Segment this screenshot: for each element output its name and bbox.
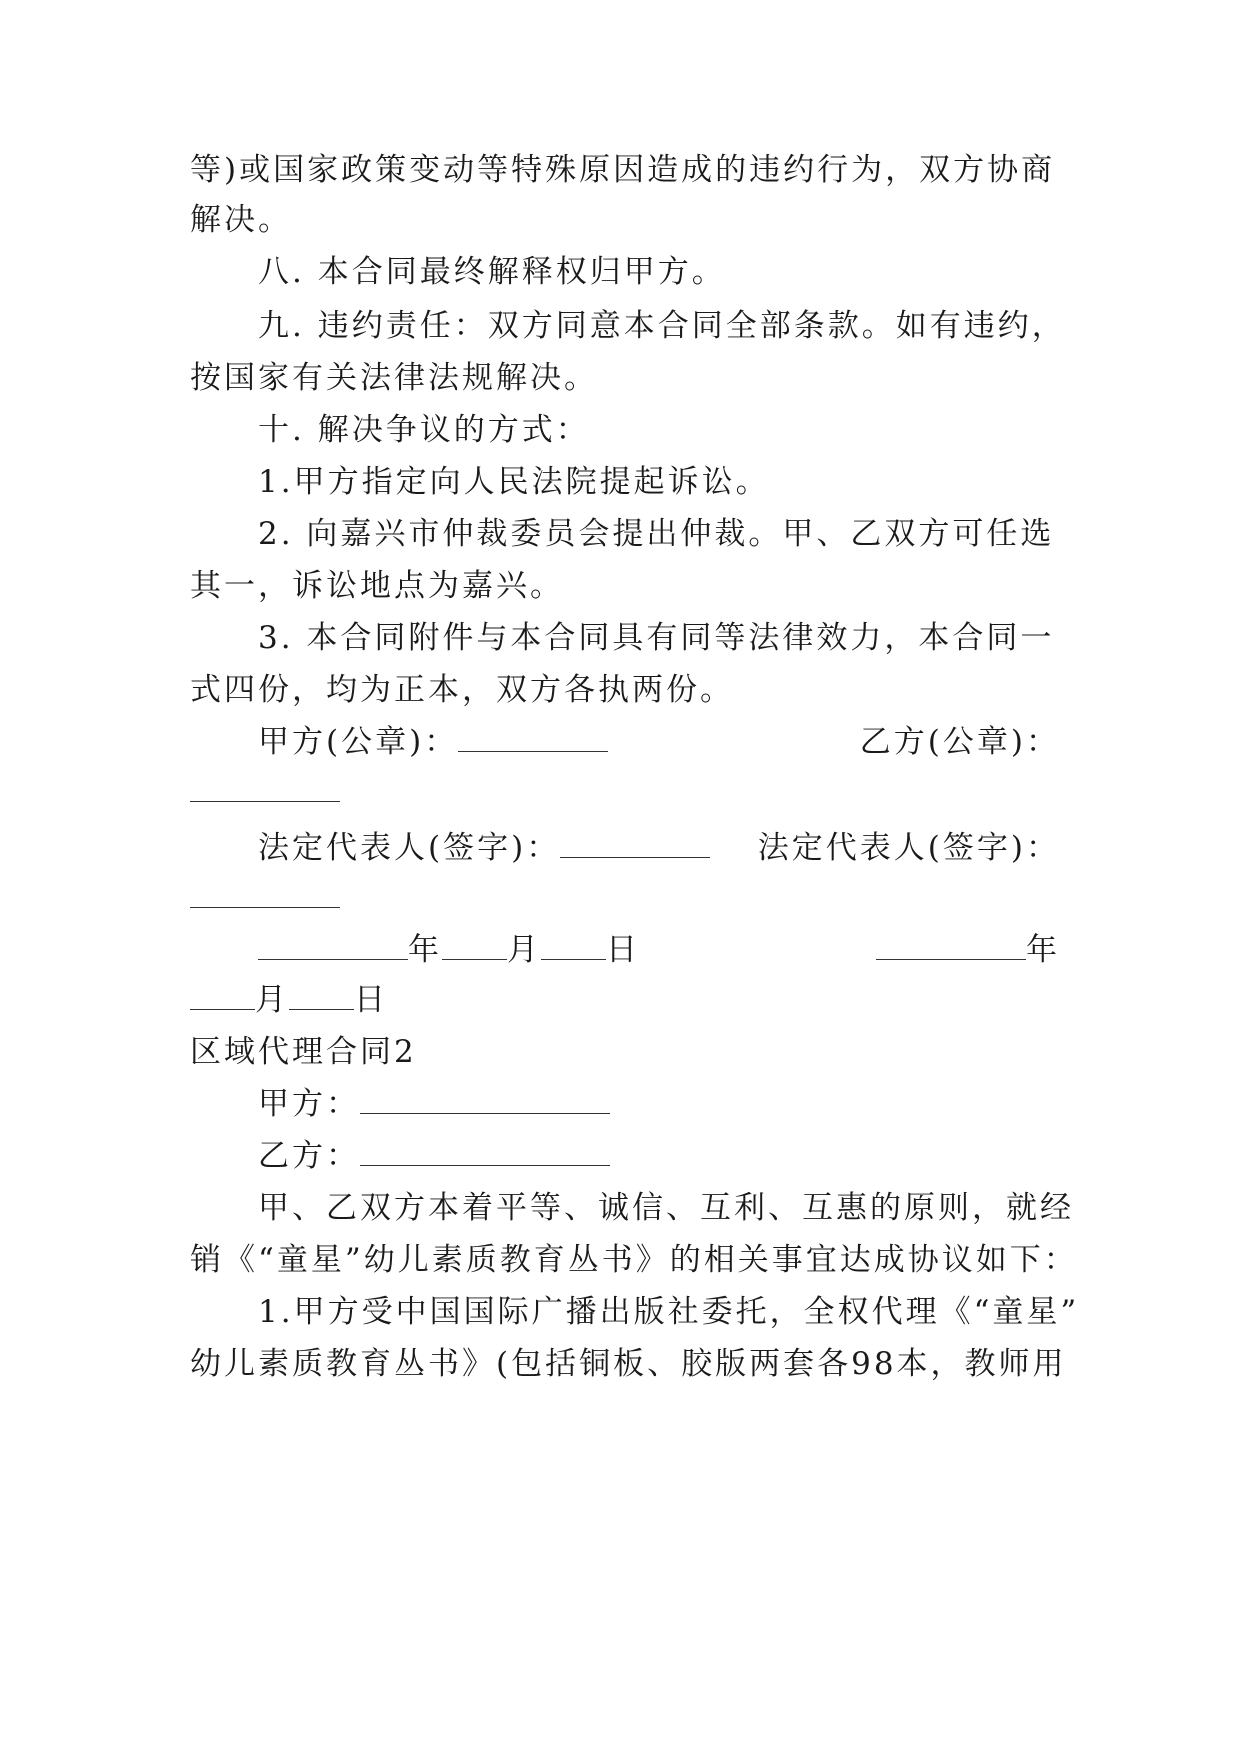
party-b-label: 乙方：	[258, 1138, 360, 1174]
day-blank	[289, 981, 354, 1010]
party-a-blank	[360, 1085, 610, 1114]
signature-blank	[190, 879, 340, 908]
clause-9: 九. 违约责任：双方同意本合同全部条款。如有违约，	[258, 308, 1066, 344]
rep-a-label: 法定代表人(签字)：	[258, 830, 561, 866]
signature-blank	[190, 773, 340, 802]
text-line: 式四份，均为正本，双方各执两份。	[190, 672, 734, 708]
dispute-option-2: 2. 向嘉兴市仲裁委员会提出仲裁。甲、乙双方可任选	[258, 516, 1055, 552]
month-label: 月	[255, 982, 289, 1018]
text-line: 等)或国家政策变动等特殊原因造成的违约行为，双方协商	[190, 152, 1056, 188]
preamble: 甲、乙双方本着平等、诚信、互利、互惠的原则，就经	[258, 1190, 1074, 1226]
party-a-label: 甲方：	[258, 1086, 360, 1122]
month-blank	[190, 981, 255, 1010]
year-label: 年	[1026, 932, 1060, 968]
party-b-seal-line	[190, 772, 1060, 812]
dispute-option-1: 1.甲方指定向人民法院提起诉讼。	[258, 464, 770, 500]
rep-b-line	[190, 878, 1060, 918]
day-label: 日	[606, 932, 640, 968]
contract-2-title: 区域代理合同2	[190, 1034, 417, 1070]
dispute-option-3: 3. 本合同附件与本合同具有同等法律效力，本合同一	[258, 620, 1055, 656]
party-a-line	[258, 1084, 1128, 1124]
party-b-seal-label: 乙方(公章)：	[859, 724, 1060, 760]
party-b-line	[258, 1136, 1128, 1176]
date-b-year	[190, 930, 1060, 970]
party-b-blank	[360, 1137, 610, 1166]
year-blank	[876, 931, 1026, 960]
text-line: 幼儿素质教育丛书》(包括铜板、胶版两套各98本，教师用	[190, 1346, 1067, 1382]
clause-10: 十. 解决争议的方式：	[258, 412, 590, 448]
article-1: 1.甲方受中国国际广播出版社委托，全权代理《“童星”	[258, 1294, 1080, 1330]
text-line: 解决。	[190, 202, 292, 238]
clause-8: 八. 本合同最终解释权归甲方。	[258, 254, 726, 290]
text-line: 按国家有关法律法规解决。	[190, 360, 598, 396]
day-label: 日	[354, 982, 388, 1018]
year-label: 年	[408, 932, 442, 968]
text-line: 其一，诉讼地点为嘉兴。	[190, 568, 564, 604]
rep-b-label: 法定代表人(签字)：	[757, 830, 1060, 866]
date-b-line	[190, 980, 1060, 1020]
text-line: 销《“童星”幼儿素质教育丛书》的相关事宜达成协议如下：	[190, 1242, 1078, 1278]
month-label: 月	[507, 932, 541, 968]
party-a-seal-label: 甲方(公章)：	[258, 724, 459, 760]
